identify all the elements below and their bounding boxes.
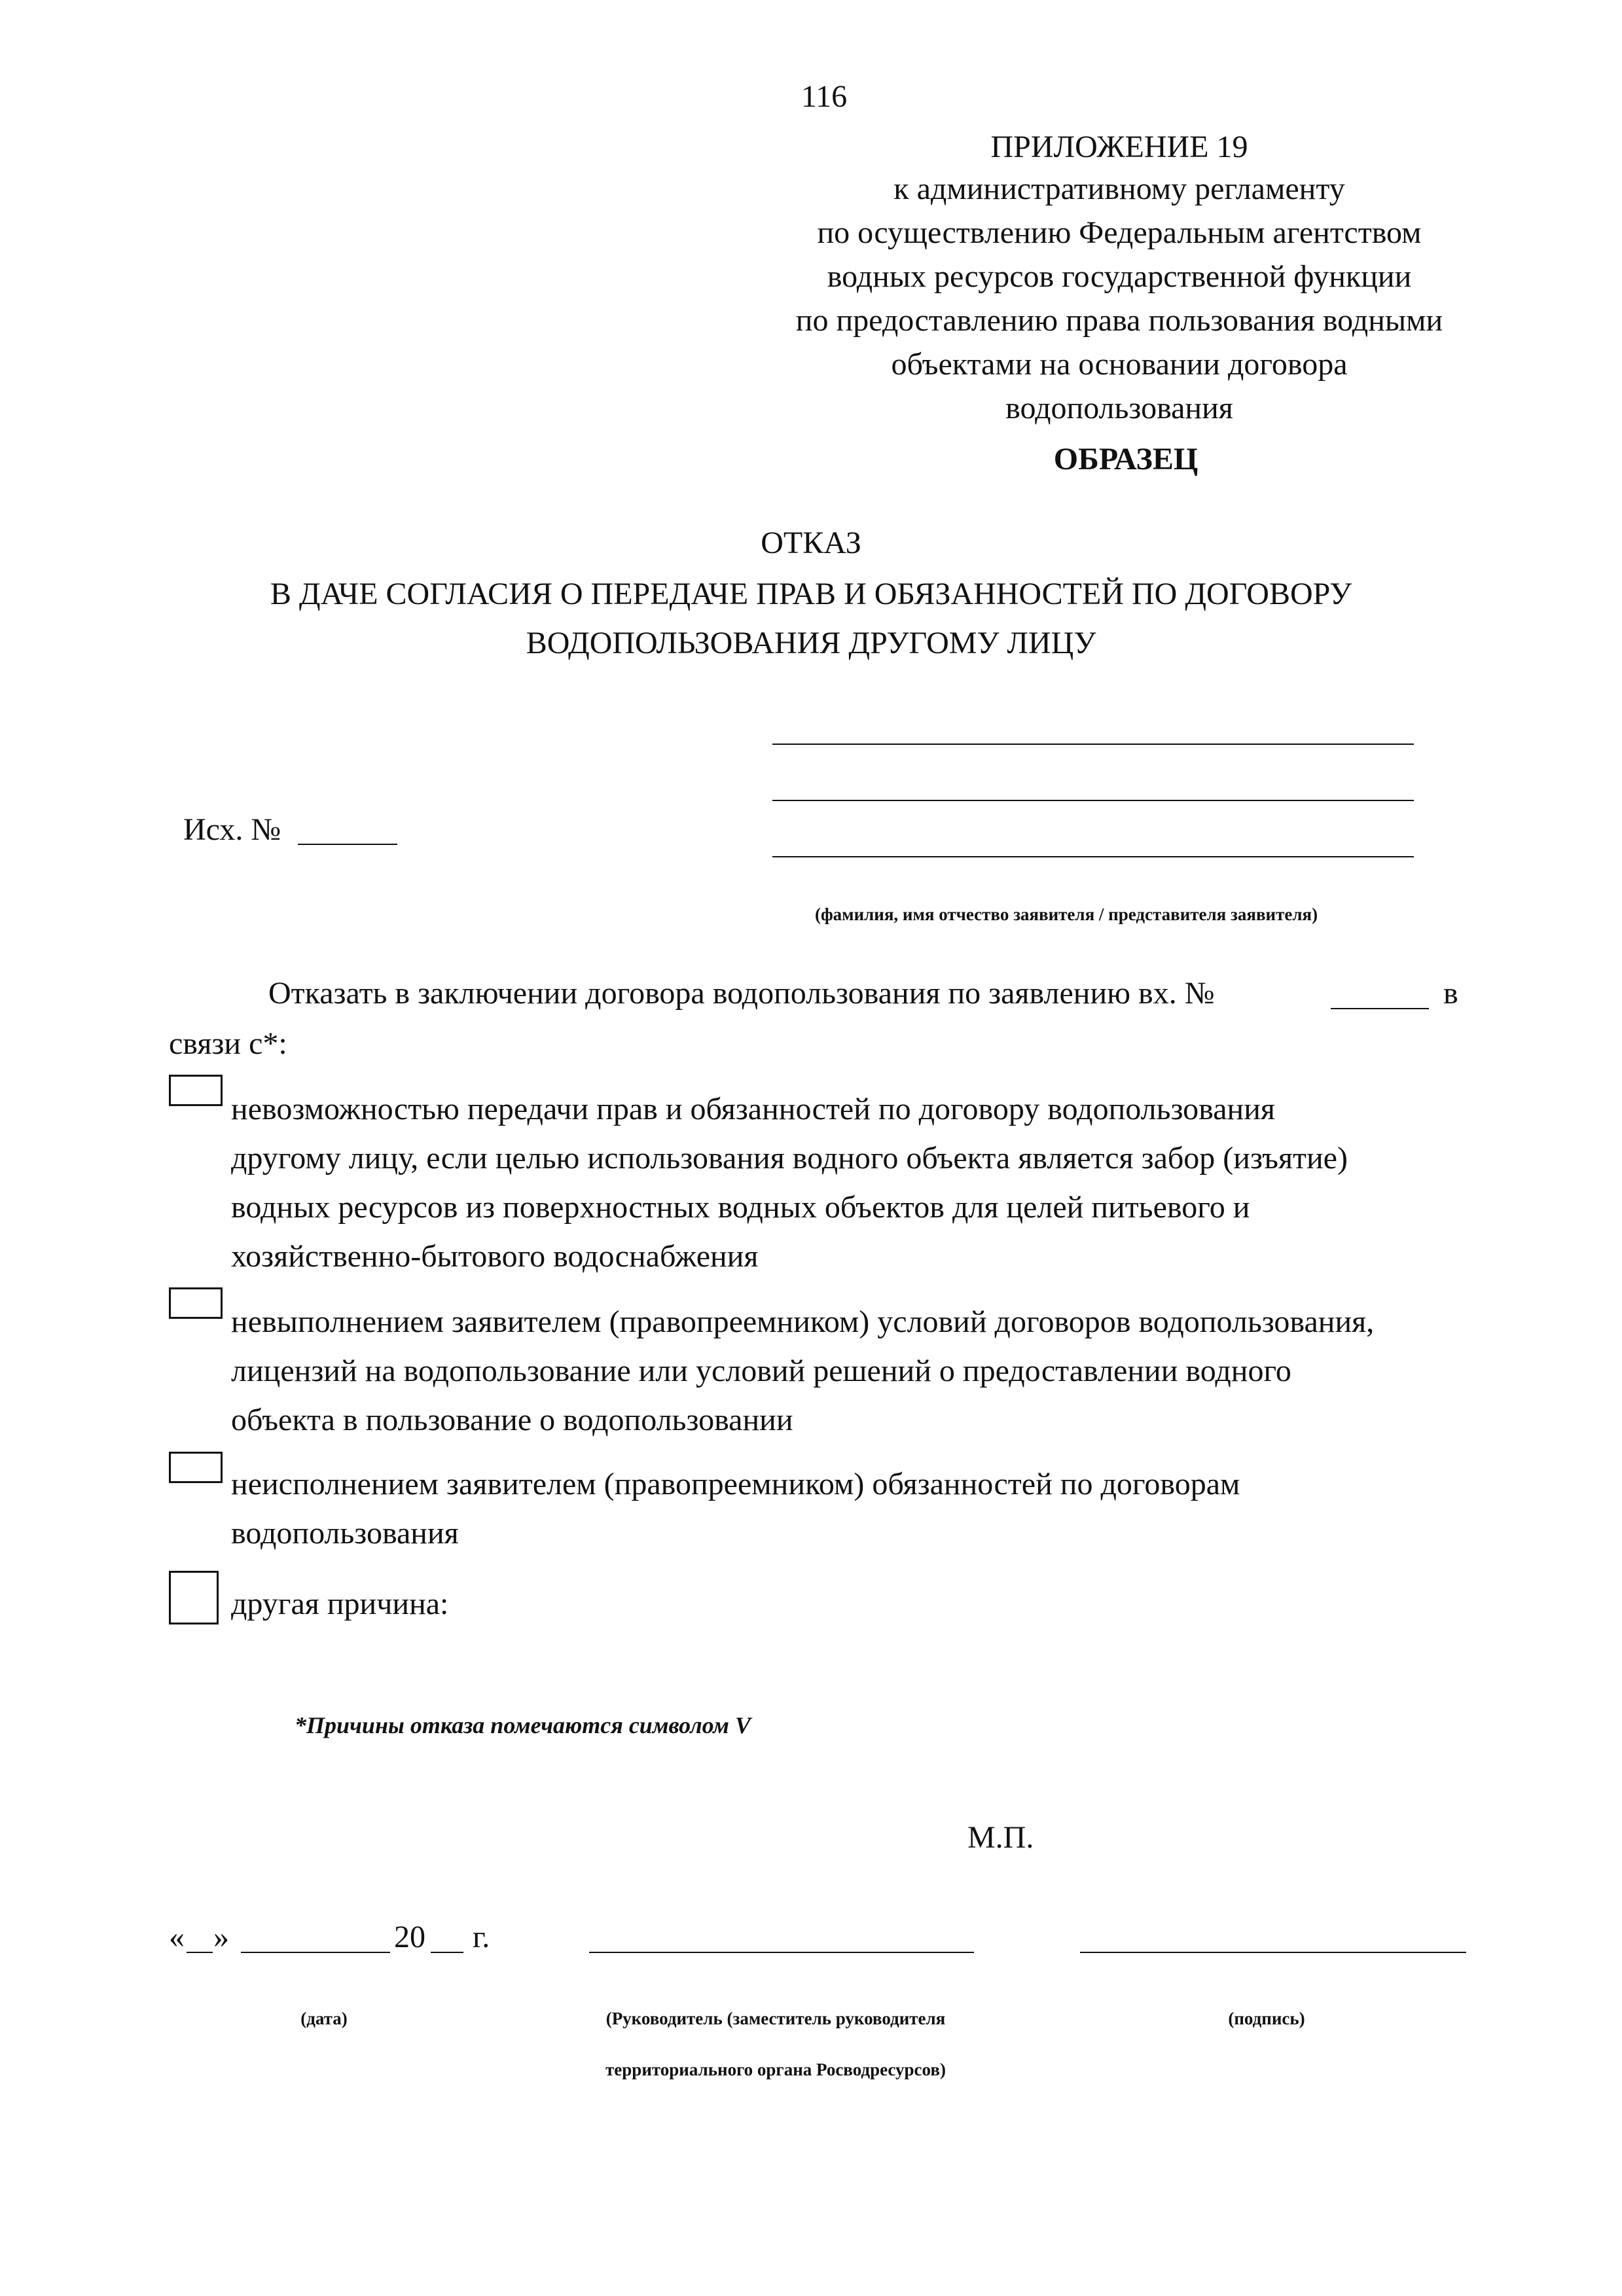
date-open-quote: « <box>169 1920 185 1954</box>
reason-line: лицензий на водопользование или условий решений о предоставлении водного <box>231 1354 1291 1388</box>
reason-text <box>231 1297 1507 1444</box>
reason-line: водопользования <box>231 1516 459 1551</box>
reason-line: водных ресурсов из поверхностных водных объектов для целей питьевого и <box>231 1190 1250 1225</box>
appendix-line: водопользования <box>1005 391 1233 425</box>
appendix-line: по предоставлению права пользования водными <box>795 303 1443 338</box>
reason-text <box>231 1579 1507 1628</box>
reason-checkbox[interactable] <box>169 1075 223 1106</box>
document-subtitle-line2: ВОДОПОЛЬЗОВАНИЯ ДРУГОМУ ЛИЦУ <box>526 626 1096 660</box>
footnote: *Причины отказа помечаются символом V <box>295 1712 751 1738</box>
date-close-quote: » <box>213 1920 229 1954</box>
reason-checkbox[interactable] <box>169 1287 223 1319</box>
signatory-caption: (Руководитель (заместитель руководителя <box>605 2009 946 2028</box>
reason-line: объекта в пользование о водопользовании <box>231 1403 793 1437</box>
date-year-blank[interactable] <box>431 1952 463 1953</box>
refusal-text: Отказать в заключении договора водопользования по заявлению вх. № <box>268 976 1215 1011</box>
date-day-blank[interactable] <box>187 1952 213 1953</box>
signatory-blank-line[interactable] <box>589 1952 974 1953</box>
reason-line: неисполнением заявителем (правопреемником) обязанностей по договорам <box>231 1467 1240 1501</box>
appendix-line: водных ресурсов государственной функции <box>827 259 1412 294</box>
appendix-title: ПРИЛОЖЕНИЕ 19 <box>990 130 1248 164</box>
reason-line: хозяйственно-бытового водоснабжения <box>231 1239 759 1274</box>
reason-line: невозможностью передачи прав и обязанностей по договору водопользования <box>231 1092 1275 1126</box>
refusal-text-end: в <box>1443 976 1458 1011</box>
document-title: ОТКАЗ <box>761 526 861 560</box>
signatory-caption-line2: территориального органа Росводресурсов) <box>605 2060 946 2079</box>
reason-checkbox[interactable] <box>169 1571 219 1624</box>
sample-label: ОБРАЗЕЦ <box>1053 442 1198 476</box>
appendix-line: по осуществлению Федеральным агентством <box>817 215 1422 250</box>
page-number: 116 <box>801 79 848 114</box>
applicant-blank-line[interactable] <box>772 744 1414 745</box>
signature-caption: (подпись) <box>1228 2009 1305 2028</box>
date-year-prefix: 20 <box>394 1920 425 1954</box>
appendix-block <box>733 128 1505 430</box>
outgoing-number-label: Исх. № <box>183 812 281 847</box>
applicant-caption: (фамилия, имя отчество заявителя / представителя заявителя) <box>815 905 1318 924</box>
reason-checkbox[interactable] <box>169 1452 223 1483</box>
appendix-line: объектами на основании договора <box>891 347 1348 382</box>
date-year-suffix: г. <box>473 1920 490 1954</box>
stamp-place: М.П. <box>967 1820 1034 1855</box>
signature-blank-line[interactable] <box>1080 1952 1466 1953</box>
reason-text <box>231 1085 1507 1281</box>
reason-line: другому лицу, если целью использования водного объекта является забор (изъятие) <box>231 1141 1348 1175</box>
outgoing-number-blank[interactable] <box>298 844 397 845</box>
applicant-blank-line[interactable] <box>772 856 1414 857</box>
applicant-blank-line[interactable] <box>772 800 1414 801</box>
incoming-number-blank[interactable] <box>1331 1008 1429 1009</box>
refusal-text-line2: связи с*: <box>169 1026 287 1061</box>
date-month-blank[interactable] <box>241 1952 390 1953</box>
reason-line: другая причина: <box>231 1587 449 1621</box>
appendix-line: к административному регламенту <box>893 171 1345 206</box>
reason-line: невыполнением заявителем (правопреемником) условий договоров водопользования, <box>231 1304 1375 1339</box>
document-subtitle: В ДАЧЕ СОГЛАСИЯ О ПЕРЕДАЧЕ ПРАВ И ОБЯЗАННОСТЕЙ ПО ДОГОВОРУ <box>270 577 1352 611</box>
date-caption: (дата) <box>300 2009 348 2028</box>
reason-text <box>231 1460 1507 1558</box>
